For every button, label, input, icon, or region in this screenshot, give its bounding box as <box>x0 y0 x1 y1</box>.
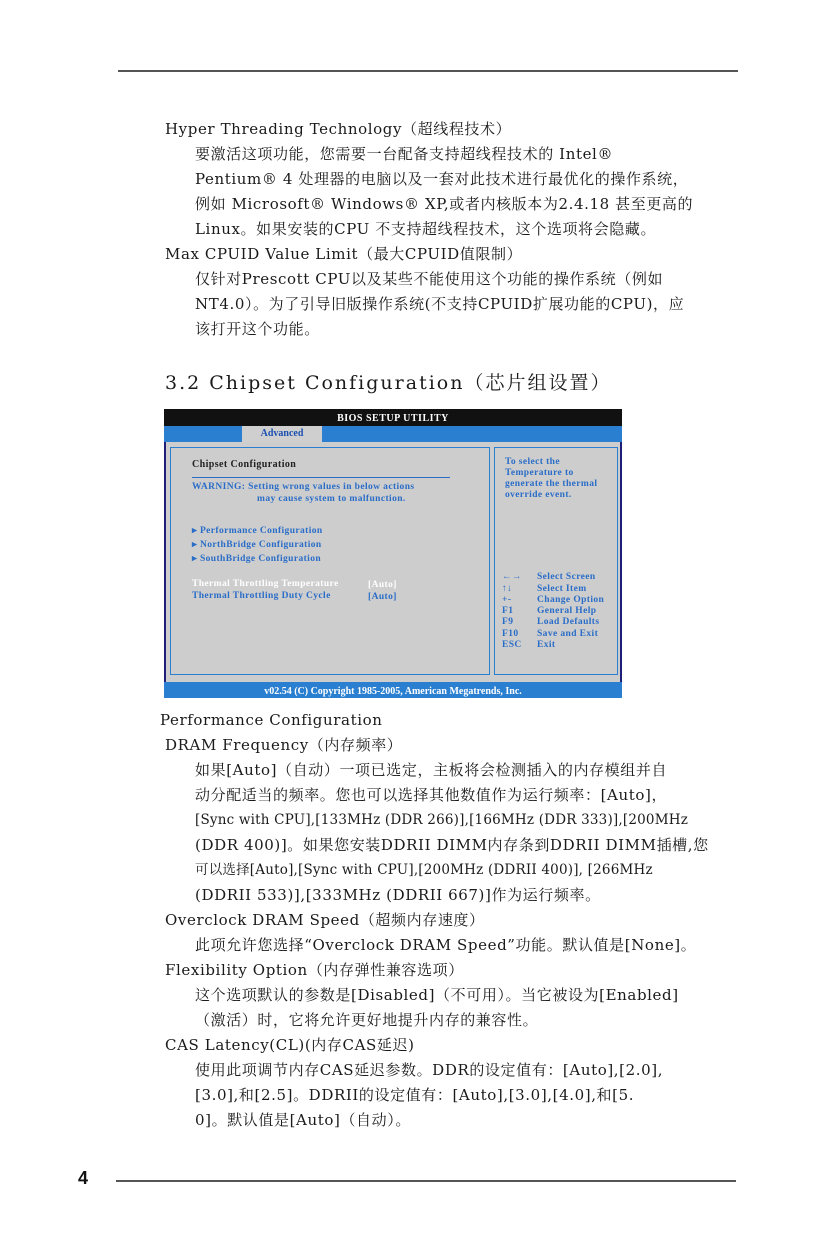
panel-divider <box>192 477 450 478</box>
body-line: (DDRII 533)],[333MHz (DDRII 667)]作为运行频率。 <box>195 886 601 904</box>
tab-advanced[interactable]: Advanced <box>242 426 322 442</box>
warning-line-2: may cause system to malfunction. <box>257 494 406 504</box>
help-text: To select the <box>505 457 560 467</box>
body-line: 这个选项默认的参数是[Disabled]（不可用）。当它被设为[Enabled] <box>195 986 679 1004</box>
body-line: 可以选择[Auto],[Sync with CPU],[200MHz (DDRII 400)], [266MHz <box>195 862 653 878</box>
submenu-performance[interactable]: ▸ Performance Configuration <box>192 526 323 536</box>
heading-performance-configuration: Performance Configuration <box>160 711 383 729</box>
body-line: 要激活这项功能，您需要一台配备支持超线程技术的 Intel® <box>195 145 614 163</box>
item-throttling-temperature-label[interactable]: Thermal Throttling Temperature <box>192 579 339 589</box>
body-line: （激活）时，它将允许更好地提升内存的兼容性。 <box>195 1011 539 1029</box>
body-line: (DDR 400)]。如果您安装DDRII DIMM内存条到DDRII DIMM插槽,您 <box>195 836 709 854</box>
panel-title: Chipset Configuration <box>192 459 297 470</box>
body-line: 0]。默认值是[Auto]（自动）。 <box>195 1111 411 1129</box>
key-change-option: +- <box>502 595 512 605</box>
key-general-help-action: General Help <box>537 606 597 616</box>
body-line: 例如 Microsoft® Windows® XP,或者内核版本为2.4.18 甚至更高的 <box>195 195 694 213</box>
key-save-exit-action: Save and Exit <box>537 629 599 639</box>
key-select-screen-action: Select Screen <box>537 572 596 582</box>
bios-title: BIOS SETUP UTILITY <box>164 409 622 426</box>
key-exit: ESC <box>502 640 522 650</box>
heading-overclock-dram-speed: Overclock DRAM Speed（超频内存速度） <box>165 911 485 929</box>
submenu-southbridge[interactable]: ▸ SouthBridge Configuration <box>192 554 322 564</box>
body-line: 此项允许您选择“Overclock DRAM Speed”功能。默认值是[None]。 <box>195 936 697 954</box>
help-text: generate the thermal <box>505 479 598 489</box>
help-text: override event. <box>505 490 572 500</box>
item-throttling-duty-value[interactable]: [Auto] <box>368 592 397 602</box>
bottom-rule <box>116 1180 736 1182</box>
heading-flexibility-option: Flexibility Option（内存弹性兼容选项） <box>165 961 464 979</box>
top-rule <box>118 70 738 72</box>
body-line: 使用此项调节内存CAS延迟参数。DDR的设定值有：[Auto],[2.0], <box>195 1061 664 1079</box>
key-save-exit: F10 <box>502 629 519 639</box>
heading-max-cpuid: Max CPUID Value Limit（最大CPUID值限制） <box>165 245 523 263</box>
body-line: Linux。如果安装的CPU 不支持超线程技术，这个选项将会隐藏。 <box>195 220 657 238</box>
body-line: 仅针对Prescott CPU以及某些不能使用这个功能的操作系统（例如 <box>195 270 664 288</box>
key-change-option-action: Change Option <box>537 595 605 605</box>
key-exit-action: Exit <box>537 640 556 650</box>
section-heading: 3.2 Chipset Configuration（芯片组设置） <box>165 372 612 394</box>
key-general-help: F1 <box>502 606 514 616</box>
submenu-northbridge[interactable]: ▸ NorthBridge Configuration <box>192 540 322 550</box>
key-select-item: ↑↓ <box>502 584 513 594</box>
key-load-defaults-action: Load Defaults <box>537 617 600 627</box>
heading-cas-latency: CAS Latency(CL)(内存CAS延迟) <box>165 1036 415 1054</box>
key-select-item-action: Select Item <box>537 584 587 594</box>
key-select-screen: ←→ <box>502 572 522 582</box>
bios-screenshot <box>164 409 622 698</box>
body-line: [3.0],和[2.5]。DDRII的设定值有：[Auto],[3.0],[4.0],和[5. <box>195 1086 635 1104</box>
heading-hyper-threading: Hyper Threading Technology（超线程技术） <box>165 120 512 138</box>
heading-dram-frequency: DRAM Frequency（内存频率） <box>165 736 403 754</box>
body-line: 动分配适当的频率。您也可以选择其他数值作为运行频率：[Auto]， <box>195 786 668 804</box>
body-line: Pentium® 4 处理器的电脑以及一套对此技术进行最优化的操作系统， <box>195 170 689 188</box>
bios-footer: v02.54 (C) Copyright 1985-2005, American Megatrends, Inc. <box>164 682 622 698</box>
key-load-defaults: F9 <box>502 617 514 627</box>
body-line: NT4.0）。为了引导旧版操作系统(不支持CPUID扩展功能的CPU)，应 <box>195 295 685 313</box>
help-text: Temperature to <box>505 468 574 478</box>
bios-tab-bar <box>164 426 622 442</box>
body-line: 该打开这个功能。 <box>195 320 320 338</box>
page-number: 4 <box>78 1168 89 1188</box>
body-line: 如果[Auto]（自动）一项已选定，主板将会检测插入的内存模组并自 <box>195 761 668 779</box>
warning-line-1: WARNING: Setting wrong values in below actions <box>192 482 415 492</box>
body-line: [Sync with CPU],[133MHz (DDR 266)],[166MHz (DDR 333)],[200MHz <box>195 812 689 828</box>
item-throttling-duty-label[interactable]: Thermal Throttling Duty Cycle <box>192 591 331 601</box>
item-throttling-temperature-value[interactable]: [Auto] <box>368 580 397 590</box>
